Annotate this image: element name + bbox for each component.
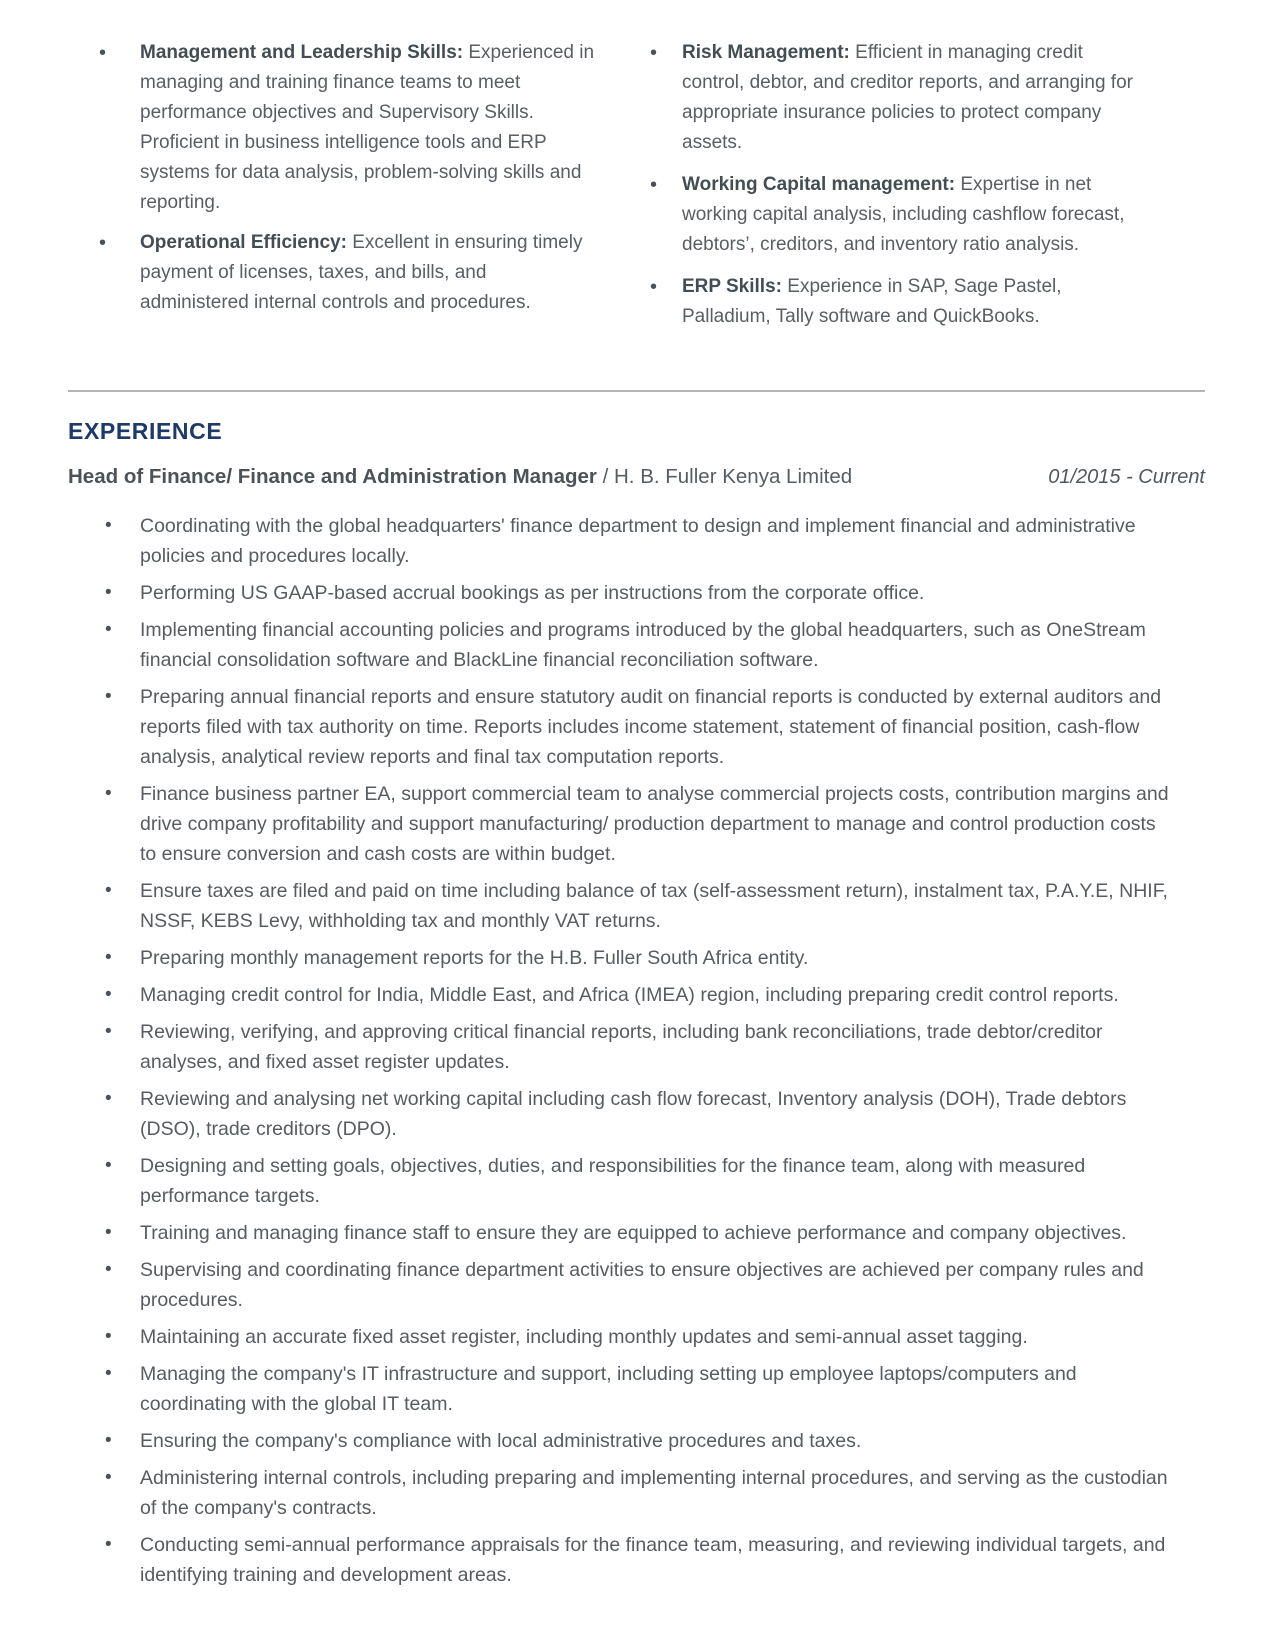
skill-text: Experienced in managing and training finance teams to meet performance objectives and Supervisory Skills. Proficient in business intelligence tools and ERP systems for data analysis, problem-solving skills and reporting.: [140, 42, 595, 213]
skill-text: Experience in SAP, Sage Pastel, Palladium, Tally software and QuickBooks.: [682, 276, 1062, 327]
skill-text: Efficient in managing credit control, debtor, and creditor reports, and arranging for appropriate insurance policies to protect company assets.: [682, 42, 1133, 153]
experience-bullet: • Reviewing, verifying, and approving critical financial reports, including bank reconciliations, trade debtor/creditor analyses, and fixed asset register updates.: [105, 1017, 1205, 1077]
experience-bullet: • Designing and setting goals, objectives, duties, and responsibilities for the finance team, along with measured performance targets.: [105, 1151, 1205, 1211]
skill-item: [97, 228, 597, 318]
skills-column-right: [648, 38, 1146, 344]
experience-bullet: • Managing credit control for India, Middle East, and Africa (IMEA) region, including preparing credit control reports.: [105, 980, 1205, 1010]
experience-bullet: • Reviewing and analysing net working capital including cash flow forecast, Inventory analysis (DOH), Trade debtors (DSO), trade creditors (DPO).: [105, 1084, 1205, 1144]
job-header: [68, 465, 1205, 489]
skill-item: [97, 38, 597, 218]
skill-item: [648, 272, 1146, 332]
experience-bullet: • Training and managing finance staff to ensure they are equipped to achieve performance and company objectives.: [105, 1218, 1205, 1248]
section-divider: [68, 390, 1205, 392]
experience-bullet: • Administering internal controls, including preparing and implementing internal procedures, and serving as the custodian of the company's contracts.: [105, 1463, 1205, 1523]
experience-bullet: • Ensure taxes are filed and paid on time including balance of tax (self-assessment return), instalment tax, P.A.Y.E, NHIF, NSSF, KEBS Levy, withholding tax and monthly VAT returns.: [105, 876, 1205, 936]
experience-bullet: • Conducting semi-annual performance appraisals for the finance team, measuring, and reviewing individual targets, and identifying training and development areas.: [105, 1530, 1205, 1590]
experience-bullet: • Preparing monthly management reports for the H.B. Fuller South Africa entity.: [105, 943, 1205, 973]
skill-item: [648, 38, 1146, 158]
job-company: H. B. Fuller Kenya Limited: [614, 465, 853, 488]
skill-label: Management and Leadership Skills:: [140, 42, 464, 63]
experience-bullet: • Ensuring the company's compliance with local administrative procedures and taxes.: [105, 1426, 1205, 1456]
skill-label: Operational Efficiency:: [140, 232, 347, 253]
skills-column-left: [97, 38, 597, 344]
experience-bullet: • Coordinating with the global headquarters' finance department to design and implement financial and administrative policies and procedures locally.: [105, 511, 1205, 571]
experience-bullet: • Supervising and coordinating finance department activities to ensure objectives are achieved per company rules and procedures.: [105, 1255, 1205, 1315]
skill-item: [648, 170, 1146, 260]
experience-bullet: • Implementing financial accounting policies and programs introduced by the global headquarters, such as OneStream financial consolidation software and BlackLine financial reconciliation software.: [105, 615, 1205, 675]
experience-bullet: • Managing the company's IT infrastructure and support, including setting up employee laptops/computers and coordinating with the global IT team.: [105, 1359, 1205, 1419]
skill-label: Risk Management:: [682, 42, 850, 63]
skill-label: Working Capital management:: [682, 174, 956, 195]
experience-bullet: • Finance business partner EA, support commercial team to analyse commercial projects costs, contribution margins and drive company profitability and support manufacturing/ production department to manage and control production costs to ensure conversion and cash costs are within budget.: [105, 779, 1205, 869]
job-title-separator: /: [596, 465, 614, 488]
skill-text: Expertise in net working capital analysis, including cashflow forecast, debtors’, creditors, and inventory ratio analysis.: [682, 174, 1125, 255]
job-title: [68, 465, 852, 489]
skills-section: [68, 38, 1205, 344]
experience-bullet-list: [105, 511, 1205, 1590]
job-dates: 01/2015 - Current: [1048, 466, 1205, 488]
skill-label: ERP Skills:: [682, 276, 782, 297]
job-title-text: Head of Finance/ Finance and Administration Manager: [68, 465, 597, 488]
skill-text: Excellent in ensuring timely payment of licenses, taxes, and bills, and administered internal controls and procedures.: [140, 232, 583, 313]
experience-bullet: • Performing US GAAP-based accrual bookings as per instructions from the corporate office.: [105, 578, 1205, 608]
experience-bullet: • Preparing annual financial reports and ensure statutory audit on financial reports is conducted by external auditors and reports filed with tax authority on time. Reports includes income statement, statement of financial position, cash-flow analysis, analytical review reports and final tax computation reports.: [105, 682, 1205, 772]
experience-section: [68, 418, 1205, 1590]
experience-heading: EXPERIENCE: [68, 418, 223, 444]
experience-bullet: • Maintaining an accurate fixed asset register, including monthly updates and semi-annual asset tagging.: [105, 1322, 1205, 1352]
